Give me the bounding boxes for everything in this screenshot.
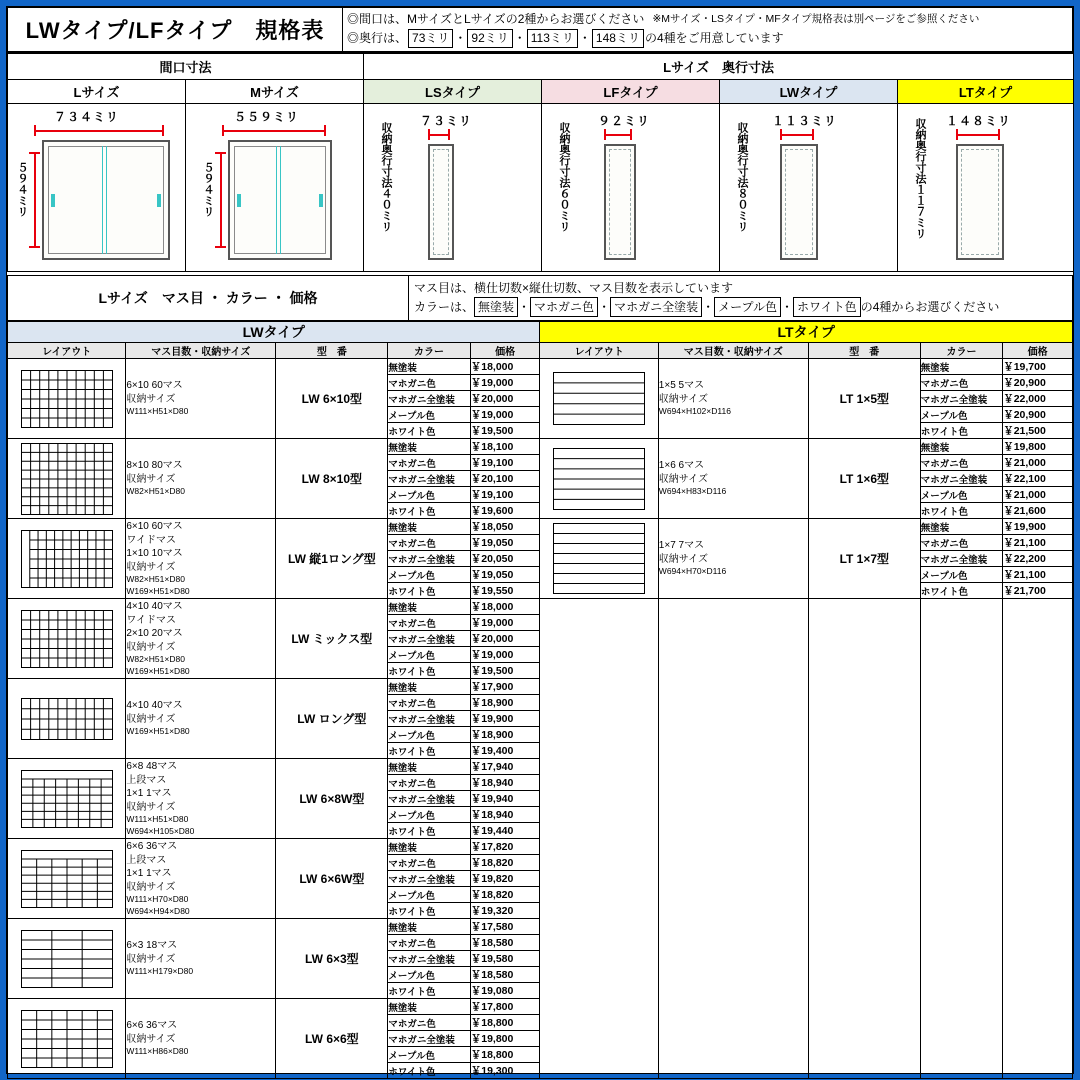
model-cell-lw: LW ロング型 [276, 679, 388, 759]
spec-cell-lw [126, 519, 276, 599]
dim-col-lf: LFタイプ [542, 80, 720, 104]
spec-line: 収納サイズ [126, 881, 176, 893]
dim-cell-msize [186, 104, 364, 272]
color-cell: マホガニ全塗装 [388, 391, 470, 407]
price-cell: ￥21,000 [1003, 487, 1073, 503]
color-cell: メープル色 [388, 807, 470, 823]
dim-group-right: Lサイズ 奥行寸法 [364, 54, 1074, 80]
color-cell: マホガニ色 [388, 775, 470, 791]
spec-line: W694×H102×D116 [658, 406, 731, 417]
header-band [7, 7, 1073, 53]
col-spec-lt: マス目数・収納サイズ [658, 343, 808, 359]
section2-header [7, 275, 1073, 321]
price-cell: ￥20,050 [470, 551, 540, 567]
spec-line: W111×H51×D80 [126, 406, 189, 417]
spec-cell-lw [126, 679, 276, 759]
color-cell: ホワイト色 [920, 423, 1002, 439]
spec-line: 6×6 36マス [126, 841, 178, 853]
spec-line: 上段マス [126, 854, 167, 866]
color-cell: メープル色 [388, 727, 470, 743]
dim-col-lt: LTタイプ [898, 80, 1074, 104]
color-cell: マホガニ全塗装 [388, 871, 470, 887]
spec-cell-lw [126, 999, 276, 1079]
spec-line: 6×3 18マス [126, 940, 178, 952]
l-width-label: ７３４ミリ [54, 110, 120, 124]
layout-thumbnail-lw [8, 439, 126, 519]
group-lw: LWタイプ [8, 322, 540, 343]
spec-cell-lt [658, 519, 808, 599]
price-cell: ￥21,600 [1003, 503, 1073, 519]
price-cell: ￥18,000 [470, 359, 540, 375]
price-cell: ￥22,100 [1003, 471, 1073, 487]
page-title: LWタイプ/LFタイプ 規格表 [8, 8, 343, 52]
price-cell: ￥19,820 [470, 871, 540, 887]
color-note-suffix: の4種からお選びください [860, 300, 1000, 314]
dim-col-lw: LWタイプ [720, 80, 898, 104]
spec-line: W111×H70×D80 [126, 894, 189, 905]
color-cell: マホガニ色 [388, 1015, 470, 1031]
color-cell: マホガニ色 [920, 535, 1002, 551]
lt-depth-label: １４８ミリ [946, 114, 1012, 128]
color-cell: マホガニ色 [388, 935, 470, 951]
dim-col-l: Lサイズ [8, 80, 186, 104]
spec-line: W111×H179×D80 [126, 966, 194, 977]
price-cell: ￥17,800 [470, 999, 540, 1015]
color-cell: ホワイト色 [388, 743, 470, 759]
spec-cell-lw [126, 359, 276, 439]
color-cell: ホワイト色 [388, 663, 470, 679]
table-row [8, 359, 1073, 375]
price-cell: ￥20,000 [470, 631, 540, 647]
spec-line: W169×H51×D80 [126, 665, 190, 676]
spec-line: 収納サイズ [126, 1033, 176, 1045]
color-cell: ホワイト色 [388, 823, 470, 839]
price-cell: ￥18,940 [470, 807, 540, 823]
spec-cell-lw [126, 439, 276, 519]
spec-line: W111×H51×D80 [126, 814, 189, 825]
color-cell: マホガニ全塗装 [920, 551, 1002, 567]
color-cell: マホガニ全塗装 [388, 951, 470, 967]
dim-col-m: Mサイズ [186, 80, 364, 104]
color-cell: マホガニ色 [388, 535, 470, 551]
color-cell: メープル色 [388, 487, 470, 503]
price-cell: ￥19,000 [470, 615, 540, 631]
model-cell-lw: LW 6×8W型 [276, 759, 388, 839]
col-model-lw: 型 番 [276, 343, 388, 359]
price-cell: ￥18,820 [470, 887, 540, 903]
depth-option-113: 113ミリ [527, 29, 578, 48]
color-cell: マホガニ全塗装 [920, 471, 1002, 487]
price-cell: ￥19,500 [470, 423, 540, 439]
lf-depth-label: ９２ミリ [598, 114, 651, 128]
price-cell: ￥19,000 [470, 407, 540, 423]
spec-line: W169×H51×D80 [126, 726, 190, 737]
color-cell: 無塗装 [388, 519, 470, 535]
price-cell: ￥21,100 [1003, 535, 1073, 551]
model-cell-lw: LW 8×10型 [276, 439, 388, 519]
price-cell: ￥19,100 [470, 487, 540, 503]
spec-cell-lw [126, 919, 276, 999]
table-row [8, 519, 1073, 535]
depth-option-73: 73ミリ [408, 29, 453, 48]
layout-thumbnail-lw [8, 919, 126, 999]
price-cell: ￥18,900 [470, 695, 540, 711]
price-cell: ￥17,820 [470, 839, 540, 855]
col-model-lt: 型 番 [808, 343, 920, 359]
color-option-mahogany-full: マホガニ全塗装 [610, 297, 702, 317]
spec-line: 収納サイズ [126, 393, 176, 405]
dim-group-left: 間口寸法 [8, 54, 364, 80]
price-cell: ￥18,900 [470, 727, 540, 743]
model-cell-lw: LW 6×3型 [276, 919, 388, 999]
spec-line: W169×H51×D80 [126, 585, 190, 596]
color-cell: マホガニ色 [388, 615, 470, 631]
spec-line: 6×10 60マス [126, 521, 183, 533]
color-cell: メープル色 [388, 967, 470, 983]
spec-line: 8×10 80マス [126, 460, 183, 472]
color-cell: 無塗装 [388, 759, 470, 775]
header-table [7, 7, 1073, 52]
m-height-label: ５９４ミリ [202, 162, 214, 217]
empty-cell [1003, 599, 1073, 1079]
spec-line: 収納サイズ [126, 561, 176, 573]
layout-thumbnail-lt [540, 519, 658, 599]
color-cell: 無塗装 [388, 839, 470, 855]
spec-sheet-page [6, 6, 1074, 1078]
dim-cell-lf [542, 104, 720, 272]
model-cell-lw: LW 縦1ロング型 [276, 519, 388, 599]
color-cell: 無塗装 [388, 679, 470, 695]
spec-line: W694×H105×D80 [126, 825, 195, 836]
price-cell: ￥19,900 [1003, 519, 1073, 535]
color-cell: マホガニ全塗装 [388, 791, 470, 807]
header-note-2-prefix: ◎奥行は、 [347, 30, 408, 45]
empty-cell [540, 599, 658, 1079]
color-cell: マホガニ色 [920, 375, 1002, 391]
price-cell: ￥19,700 [1003, 359, 1073, 375]
price-cell: ￥20,100 [470, 471, 540, 487]
price-cell: ￥18,000 [470, 599, 540, 615]
section2-note-1: マス目は、横仕切数×縦仕切数、マス目数を表示しています [414, 281, 734, 295]
model-cell-lt: LT 1×5型 [808, 359, 920, 439]
spec-line: W694×H94×D80 [126, 905, 190, 916]
color-cell: ホワイト色 [388, 903, 470, 919]
depth-sep-2: ・ [513, 30, 526, 45]
lf-inner-label: 収納奥行寸法６０ミリ [558, 122, 571, 232]
spec-line: 収納サイズ [658, 553, 708, 565]
price-cell: ￥20,900 [1003, 407, 1073, 423]
price-cell: ￥18,800 [470, 1015, 540, 1031]
ls-inner-label: 収納奥行寸法４０ミリ [380, 122, 393, 232]
color-cell: メープル色 [388, 647, 470, 663]
section2-title: Lサイズ マス目 ・ カラー ・ 価格 [8, 276, 409, 321]
layout-thumbnail-lw [8, 839, 126, 919]
price-cell: ￥19,000 [470, 647, 540, 663]
color-cell: マホガニ全塗装 [388, 1031, 470, 1047]
color-cell: マホガニ色 [388, 695, 470, 711]
depth-option-92: 92ミリ [467, 29, 512, 48]
spec-line: ワイドマス [126, 534, 177, 546]
price-cell: ￥18,940 [470, 775, 540, 791]
color-cell: マホガニ色 [920, 455, 1002, 471]
layout-thumbnail-lw [8, 759, 126, 839]
spec-cell-lw [126, 839, 276, 919]
spec-line: W82×H51×D80 [126, 574, 185, 585]
price-cell: ￥20,900 [1003, 375, 1073, 391]
price-cell: ￥19,400 [470, 743, 540, 759]
lw-inner-label: 収納奥行寸法８０ミリ [736, 122, 749, 232]
spec-line: 1×10 10マス [126, 548, 183, 560]
layout-thumbnail-lt [540, 439, 658, 519]
price-cell: ￥19,550 [470, 583, 540, 599]
spec-line: W694×H83×D116 [658, 486, 727, 497]
ls-depth-label: ７３ミリ [420, 114, 473, 128]
lw-depth-label: １１３ミリ [772, 114, 838, 128]
color-cell: ホワイト色 [388, 983, 470, 999]
price-cell: ￥18,800 [470, 1047, 540, 1063]
depth-sep-1: ・ [454, 30, 467, 45]
price-cell: ￥19,440 [470, 823, 540, 839]
price-cell: ￥18,580 [470, 935, 540, 951]
m-width-label: ５５９ミリ [234, 110, 300, 124]
color-cell: 無塗装 [920, 359, 1002, 375]
layout-thumbnail-lw [8, 999, 126, 1079]
spec-line: ワイドマス [126, 614, 177, 626]
color-cell: ホワイト色 [388, 503, 470, 519]
header-notes [343, 8, 1073, 52]
lt-inner-label: 収納奥行寸法１１７ミリ [914, 118, 927, 239]
color-cell: 無塗装 [388, 359, 470, 375]
model-cell-lw: LW 6×10型 [276, 359, 388, 439]
spec-line: 1×1 1マス [126, 868, 172, 880]
color-cell: 無塗装 [388, 919, 470, 935]
price-cell: ￥21,700 [1003, 583, 1073, 599]
spec-line: 収納サイズ [126, 953, 176, 965]
price-cell: ￥18,100 [470, 439, 540, 455]
price-cell: ￥17,580 [470, 919, 540, 935]
spec-line: 収納サイズ [126, 641, 176, 653]
spec-cell-lw [126, 599, 276, 679]
price-cell: ￥18,820 [470, 855, 540, 871]
dim-cell-lw [720, 104, 898, 272]
layout-thumbnail-lw [8, 679, 126, 759]
color-cell: メープル色 [920, 407, 1002, 423]
color-cell: マホガニ色 [388, 375, 470, 391]
color-cell: ホワイト色 [388, 423, 470, 439]
price-cell: ￥18,580 [470, 967, 540, 983]
color-cell: 無塗装 [388, 439, 470, 455]
price-cell: ￥19,600 [470, 503, 540, 519]
color-option-muto: 無塗装 [474, 297, 518, 317]
spec-cell-lt [658, 439, 808, 519]
empty-cell [808, 599, 920, 1079]
layout-thumbnail-lw [8, 359, 126, 439]
price-cell: ￥19,940 [470, 791, 540, 807]
depth-option-148: 148ミリ [592, 29, 644, 48]
price-cell: ￥19,050 [470, 567, 540, 583]
color-cell: マホガニ全塗装 [388, 631, 470, 647]
col-layout-lt: レイアウト [540, 343, 658, 359]
model-cell-lw: LW 6×6型 [276, 999, 388, 1079]
price-cell: ￥22,200 [1003, 551, 1073, 567]
price-cell: ￥19,050 [470, 535, 540, 551]
price-cell: ￥19,100 [470, 455, 540, 471]
spec-line: 4×10 40マス [126, 601, 183, 613]
color-cell: 無塗装 [920, 439, 1002, 455]
color-cell: メープル色 [920, 567, 1002, 583]
spec-line: 収納サイズ [126, 713, 176, 725]
spec-line: 収納サイズ [126, 473, 176, 485]
color-cell: ホワイト色 [388, 583, 470, 599]
depth-sep-3: ・ [578, 30, 591, 45]
color-cell: マホガニ全塗装 [388, 711, 470, 727]
color-cell: メープル色 [388, 567, 470, 583]
dim-cell-lt [898, 104, 1074, 272]
price-cell: ￥19,300 [470, 1063, 540, 1079]
color-cell: マホガニ全塗装 [920, 391, 1002, 407]
layout-thumbnail-lt [540, 359, 658, 439]
price-cell: ￥17,940 [470, 759, 540, 775]
spec-line: 上段マス [126, 774, 167, 786]
dim-cell-ls [364, 104, 542, 272]
price-cell: ￥19,500 [470, 663, 540, 679]
color-option-mahogany: マホガニ色 [530, 297, 598, 317]
table-row [8, 439, 1073, 455]
group-header-row [8, 322, 1073, 343]
model-cell-lt: LT 1×7型 [808, 519, 920, 599]
price-cell: ￥19,000 [470, 375, 540, 391]
price-cell: ￥21,000 [1003, 455, 1073, 471]
l-height-label: ５９４ミリ [16, 162, 28, 217]
table-row [8, 599, 1073, 615]
header-note-1-sub: ※Mサイズ・LSタイプ・MFタイプ規格表は別ページをご参照ください [652, 13, 980, 26]
price-cell: ￥21,100 [1003, 567, 1073, 583]
color-note-prefix: カラーは、 [414, 300, 475, 314]
spec-line: 1×1 1マス [126, 788, 172, 800]
spec-line: 1×6 6マス [658, 460, 705, 472]
price-cell: ￥17,900 [470, 679, 540, 695]
column-header-row [8, 343, 1073, 359]
price-cell: ￥22,000 [1003, 391, 1073, 407]
layout-thumbnail-lw [8, 599, 126, 679]
color-option-maple: メープル色 [714, 297, 781, 317]
col-price-lt: 価格 [1003, 343, 1073, 359]
model-cell-lw: LW ミックス型 [276, 599, 388, 679]
spec-line: 6×10 60マス [126, 380, 183, 392]
header-note-2 [347, 29, 1068, 48]
spec-line: 1×7 7マス [658, 540, 705, 552]
spec-line: 6×6 36マス [126, 1020, 178, 1032]
col-spec-lw: マス目数・収納サイズ [126, 343, 276, 359]
model-cell-lw: LW 6×6W型 [276, 839, 388, 919]
price-cell: ￥19,900 [470, 711, 540, 727]
spec-line: 収納サイズ [658, 393, 708, 405]
color-cell: 無塗装 [388, 999, 470, 1015]
price-cell: ￥19,320 [470, 903, 540, 919]
color-cell: メープル色 [388, 1047, 470, 1063]
spec-line: W694×H70×D116 [658, 566, 727, 577]
layout-thumbnail-lw [8, 519, 126, 599]
header-note-1: ◎間口は、MサイズとLサイズの2種からお選びください [347, 12, 645, 27]
color-cell: マホガニ全塗装 [388, 551, 470, 567]
spec-line: W111×H86×D80 [126, 1046, 189, 1057]
price-cell: ￥19,800 [470, 1031, 540, 1047]
price-cell: ￥19,800 [1003, 439, 1073, 455]
color-cell: ホワイト色 [920, 503, 1002, 519]
spec-line: W82×H51×D80 [126, 486, 185, 497]
group-lt: LTタイプ [540, 322, 1073, 343]
spec-line: 4×10 40マス [126, 700, 183, 712]
color-cell: マホガニ全塗装 [388, 471, 470, 487]
dimension-table [7, 53, 1074, 272]
spec-cell-lt [658, 359, 808, 439]
color-cell: ホワイト色 [920, 583, 1002, 599]
color-cell: マホガニ色 [388, 455, 470, 471]
spec-cell-lw [126, 759, 276, 839]
price-table-body [8, 322, 1073, 1079]
color-cell: メープル色 [388, 887, 470, 903]
section2-note-2: カラーは、 無塗装 ・ マホガニ色 ・ マホガニ全塗装 ・ メープル色 ・ ホワイト色 の4種からお選びください [414, 297, 1067, 317]
price-cell: ￥19,080 [470, 983, 540, 999]
spec-line: W82×H51×D80 [126, 654, 185, 665]
price-table [7, 321, 1073, 1079]
color-cell: メープル色 [388, 407, 470, 423]
color-cell: 無塗装 [920, 519, 1002, 535]
col-price-lw: 価格 [470, 343, 540, 359]
color-cell: マホガニ色 [388, 855, 470, 871]
dim-col-ls: LSタイプ [364, 80, 542, 104]
col-color-lt: カラー [920, 343, 1002, 359]
spec-line: 収納サイズ [658, 473, 708, 485]
price-cell: ￥19,580 [470, 951, 540, 967]
spec-line: 6×8 48マス [126, 761, 178, 773]
price-cell: ￥21,500 [1003, 423, 1073, 439]
spec-line: 2×10 20マス [126, 628, 183, 640]
spec-line: 1×5 5マス [658, 380, 705, 392]
empty-cell [658, 599, 808, 1079]
spec-line: 収納サイズ [126, 801, 176, 813]
price-cell: ￥18,050 [470, 519, 540, 535]
header-note-2-suffix: の4種をご用意しています [644, 30, 784, 45]
dim-cell-lsize [8, 104, 186, 272]
color-cell: ホワイト色 [388, 1063, 470, 1079]
color-option-white: ホワイト色 [793, 297, 861, 317]
empty-cell [920, 599, 1002, 1079]
model-cell-lt: LT 1×6型 [808, 439, 920, 519]
price-cell: ￥20,000 [470, 391, 540, 407]
section2-notes [409, 276, 1073, 321]
color-cell: 無塗装 [388, 599, 470, 615]
color-cell: メープル色 [920, 487, 1002, 503]
col-color-lw: カラー [388, 343, 470, 359]
col-layout-lw: レイアウト [8, 343, 126, 359]
